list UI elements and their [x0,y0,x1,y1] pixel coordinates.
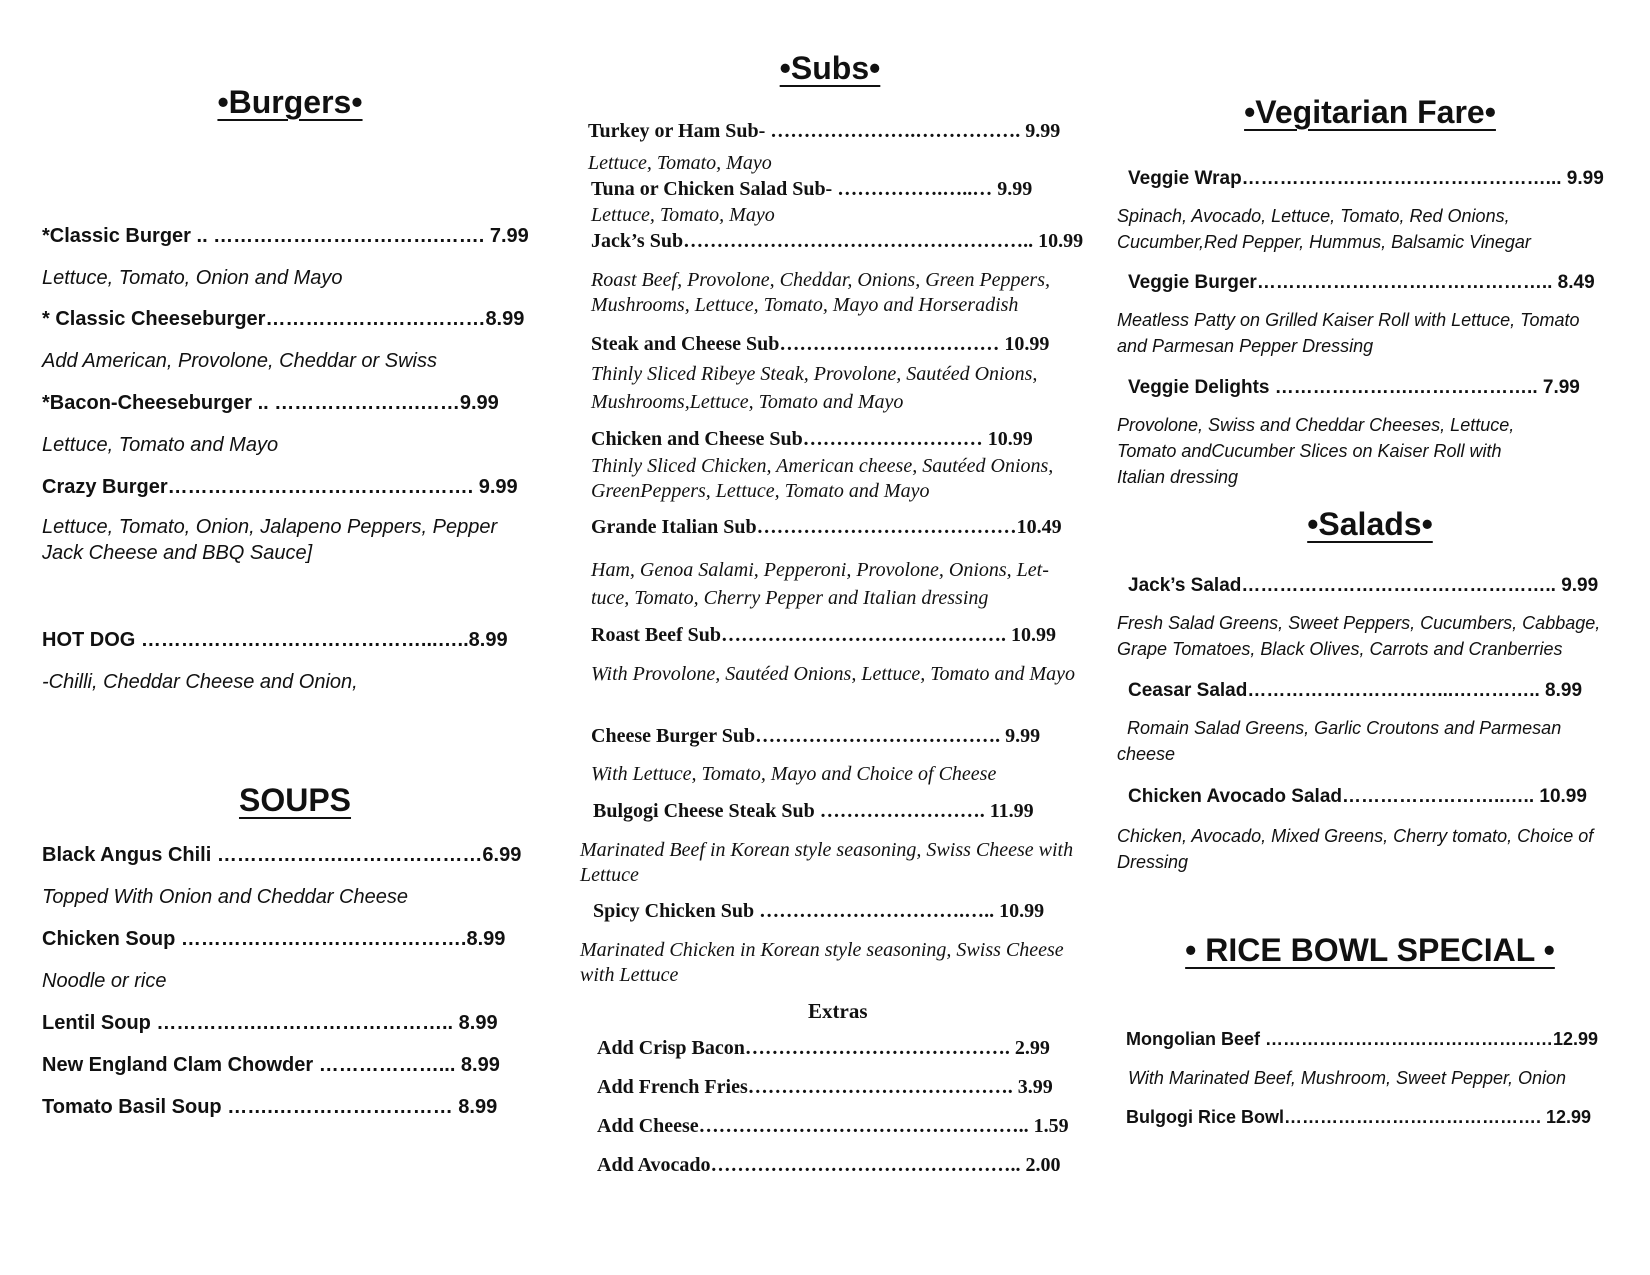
menu-item-veggie-burger: Veggie Burger……………………………………….. 8.49 [1128,272,1595,293]
menu-item-bacon-cheeseburger: *Bacon-Cheeseburger .. ………………….……9.99 [42,392,499,414]
menu-item-ceasar-salad: Ceasar Salad…………………………...………….. 8.99 [1128,680,1583,701]
menu-item-description: Thinly Sliced Chicken, American cheese, Sautéed Onions, GreenPeppers, Lettuce, Tomato and Mayo [591,455,1054,502]
menu-item-description: Fresh Salad Greens, Sweet Peppers, Cucumbers, Cabbage, Grape Tomatoes, Black Olives, Carrots and Cranberries [1117,613,1601,659]
salads-heading: •Salads• [1307,506,1433,542]
menu-item-chicken-cheese-sub: Chicken and Cheese Sub……………………… 10.99 [591,428,1033,450]
menu-item-spicy-chicken-sub: Spicy Chicken Sub ………………………….….. 10.99 [593,900,1045,922]
menu-item-description: Noodle or rice [42,970,167,992]
menu-item-clam-chowder: New England Clam Chowder ………………... 8.99 [42,1054,500,1076]
menu-item-description: Lettuce, Tomato, Onion and Mayo [42,267,343,289]
menu-item-bulgogi-cheese-steak-sub: Bulgogi Cheese Steak Sub ……………………. 11.99 [593,800,1034,822]
rice-bowl-heading: • RICE BOWL SPECIAL • [1185,932,1555,968]
menu-item-lentil-soup: Lentil Soup …………….……………………….. 8.99 [42,1012,498,1034]
menu-item-description: Add American, Provolone, Cheddar or Swiss [42,350,437,372]
menu-item-cheese-burger-sub: Cheese Burger Sub………………………………. 9.99 [591,725,1041,747]
menu-item-turkey-ham-sub: Turkey or Ham Sub- ………………….……………. 9.99 [588,120,1061,142]
menu-item-description: Lettuce, Tomato, Mayo [588,152,772,174]
menu-item-description: Roast Beef, Provolone, Cheddar, Onions, Green Peppers, Mushrooms, Lettuce, Tomato, Mayo and Horseradish [591,269,1050,316]
menu-item-description: -Chilli, Cheddar Cheese and Onion, [42,671,358,693]
subs-heading: •Subs• [779,50,881,86]
menu-item-description: Romain Salad Greens, Garlic Croutons and Parmesan cheese [1117,718,1562,764]
menu-item-description: Provolone, Swiss and Cheddar Cheeses, Lettuce, Tomato andCucumber Slices on Kaiser Roll with Italian dressing [1117,415,1515,487]
menu-item-description: Chicken, Avocado, Mixed Greens, Cherry tomato, Choice of Dressing [1117,826,1594,872]
menu-item-description: With Lettuce, Tomato, Mayo and Choice of Cheese [591,763,997,785]
menu-item-chicken-soup: Chicken Soup …………………………………….8.99 [42,928,506,950]
menu-item-hot-dog: HOT DOG ……………………………………...…..8.99 [42,629,508,651]
menu-item-classic-burger: *Classic Burger .. …………………………….……. 7.99 [42,225,529,247]
menu-item-jacks-sub: Jack’s Sub…………………………………………….. 10.99 [591,230,1084,252]
menu-item-jacks-salad: Jack’s Salad………………………………………….. 9.99 [1128,575,1599,596]
extra-crisp-bacon: Add Crisp Bacon…………………………………. 2.99 [597,1037,1050,1059]
menu-item-description: Lettuce, Tomato and Mayo [42,434,279,456]
extra-avocado: Add Avocado……………………………………….. 2.00 [597,1154,1061,1176]
menu-item-roast-beef-sub: Roast Beef Sub……………………………………. 10.99 [591,624,1057,646]
menu-item-veggie-delights: Veggie Delights ………………….……………….. 7.99 [1128,377,1580,398]
menu-item-description: Marinated Beef in Korean style seasoning, Swiss Cheese with Lettuce [580,839,1074,886]
menu-item-description: Lettuce, Tomato, Onion, Jalapeno Peppers, Pepper Jack Cheese and BBQ Sauce] [42,516,498,564]
menu-item-bulgogi-rice-bowl: Bulgogi Rice Bowl……………………………………. 12.99 [1126,1107,1592,1127]
menu-item-description: With Marinated Beef, Mushroom, Sweet Pepper, Onion [1128,1068,1567,1088]
menu-item-description: Ham, Genoa Salami, Pepperoni, Provolone, Onions, Let-tuce, Tomato, Cherry Pepper and Italian dressing [591,559,1049,609]
menu-item-steak-cheese-sub: Steak and Cheese Sub…………………………… 10.99 [591,333,1050,355]
menu-item-classic-cheeseburger: * Classic Cheeseburger……………………………8.99 [42,308,525,330]
menu-item-black-angus-chili: Black Angus Chili ……………….…………………6.99 [42,844,522,866]
vegetarian-heading: •Vegitarian Fare• [1244,94,1496,130]
extra-cheese: Add Cheese………………………………………….. 1.59 [597,1115,1069,1137]
menu-item-description: Thinly Sliced Ribeye Steak, Provolone, Sautéed Onions, Mushrooms,Lettuce, Tomato and Mayo [591,363,1038,413]
extras-heading: Extras [808,999,868,1023]
menu-item-description: Spinach, Avocado, Lettuce, Tomato, Red Onions, Cucumber,Red Pepper, Hummus, Balsamic Vinegar [1117,206,1531,252]
menu-item-veggie-wrap: Veggie Wrap…………………………………………... 9.99 [1128,168,1604,189]
menu-item-grande-italian-sub: Grande Italian Sub…………………………………10.49 [591,516,1062,538]
burgers-heading: •Burgers• [217,84,363,120]
menu-item-description: Meatless Patty on Grilled Kaiser Roll with Lettuce, Tomato and Parmesan Pepper Dressing [1117,310,1580,356]
extra-french-fries: Add French Fries…………………………………. 3.99 [597,1076,1053,1098]
menu-item-chicken-avocado-salad: Chicken Avocado Salad……………………..….. 10.99 [1128,786,1587,807]
menu-item-description: Lettuce, Tomato, Mayo [591,204,775,226]
menu-item-mongolian-beef: Mongolian Beef …………………………………………12.99 [1126,1029,1599,1049]
menu-item-tuna-chicken-salad-sub: Tuna or Chicken Salad Sub- …………….…..… 9.99 [591,178,1033,200]
menu-item-description: Topped With Onion and Cheddar Cheese [42,886,408,908]
menu-item-description: Marinated Chicken in Korean style seasoning, Swiss Cheese with Lettuce [580,939,1064,986]
menu-item-description: With Provolone, Sautéed Onions, Lettuce, Tomato and Mayo [591,663,1076,685]
menu-item-crazy-burger: Crazy Burger………………………………………. 9.99 [42,476,518,498]
menu-item-tomato-basil-soup: Tomato Basil Soup …….……………………… 8.99 [42,1096,498,1118]
soups-heading: SOUPS [238,782,352,818]
